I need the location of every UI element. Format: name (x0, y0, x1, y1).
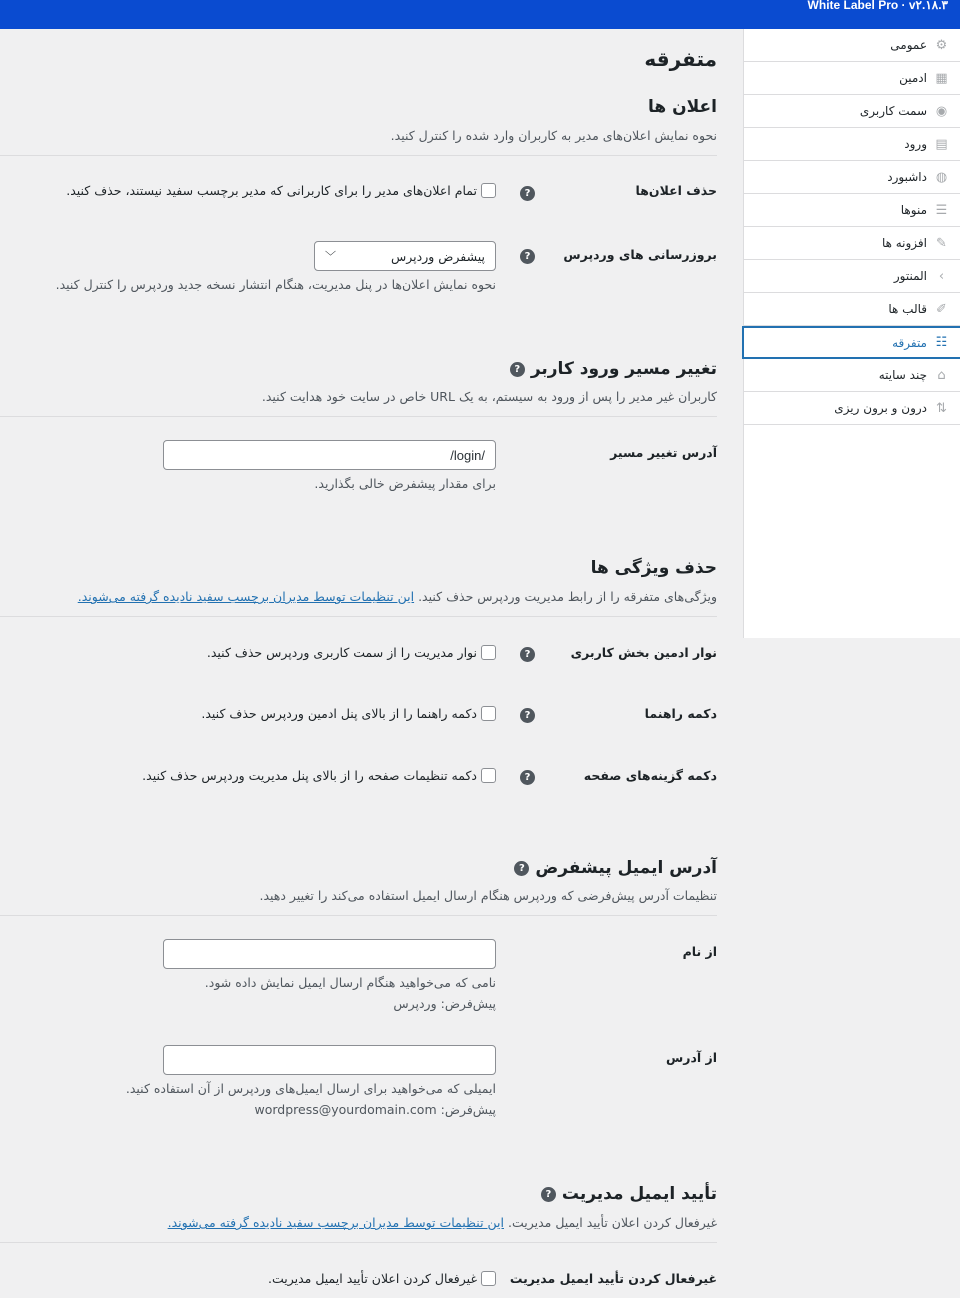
wp-updates-label: بروزرسانی های وردپرس (563, 247, 717, 262)
sidebar-item-themes[interactable] (744, 293, 960, 326)
sidebar-item-label: قالب ها (888, 302, 927, 316)
sidebar-item-label: ادمین (899, 71, 927, 85)
sidebar-item-label: داشبورد (887, 170, 927, 184)
sidebar-item-label: سمت کاربری (859, 104, 927, 118)
dashboard-icon: ◍ (935, 169, 948, 185)
help-icon[interactable]: ? (520, 249, 535, 264)
remove-notices-checkbox-label[interactable]: تمام اعلان‌های مدیر را برای کاربرانی که مدیر برچسب سفید نیستند، حذف کنید. (66, 183, 477, 198)
sidebar-item-label: چند سایته (878, 368, 927, 382)
feature-option (201, 706, 496, 721)
remove-notices-label: حذف اعلان‌ها (635, 183, 717, 198)
divider (0, 155, 717, 156)
feature-checkbox-label[interactable]: نوار مدیریت را از سمت کاربری وردپرس حذف کنید. (206, 645, 477, 660)
remove-notices-option (66, 183, 496, 198)
divider (0, 915, 717, 916)
help-icon[interactable]: ? (520, 770, 535, 785)
divider (0, 1242, 717, 1243)
feature-label: نوار ادمین بخش کاربری (570, 645, 717, 660)
sidebar-item-login[interactable] (744, 128, 960, 161)
plugin-version: White Label Pro · v۲.۱۸.۳ (807, 0, 948, 12)
help-icon[interactable]: ? (520, 186, 535, 201)
admin-email-ignored-link[interactable]: این تنظیمات توسط مدیران برچسب سفید نادیده گرفته می‌شوند. (167, 1215, 504, 1230)
disable-admin-email-checkbox-label[interactable]: غیرفعال کردن اعلان تأیید ایمیل مدیریت. (267, 1271, 477, 1286)
features-section-title: حذف ویژگی ها (590, 558, 717, 578)
help-icon[interactable]: ? (541, 1187, 556, 1202)
from-address-help-text: ایمیلی که می‌خواهید برای ارسال ایمیل‌های وردپرس از آن استفاده کنید. (125, 1081, 496, 1096)
sidebar-item-misc[interactable] (742, 326, 960, 359)
sidebar-item-label: المنتور (893, 269, 927, 283)
feature-checkbox-label[interactable]: دکمه راهنما را از بالای پنل ادمین وردپرس حذف کنید. (201, 706, 477, 721)
network-icon: ⌂ (937, 367, 946, 383)
chevron-down-icon: ﹀ (325, 250, 336, 263)
redirect-url-value: /login/ (450, 447, 485, 463)
plugin-icon: ✎ (936, 235, 947, 251)
sidebar-item-label: عمومی (890, 38, 927, 52)
sidebar-item-label: درون و برون ریزی (834, 401, 927, 415)
help-icon[interactable]: ? (510, 362, 525, 377)
email-section-title: آدرس ایمیل پیشفرض (535, 858, 717, 878)
redirect-section-title: تغییر مسیر ورود کاربر (530, 359, 717, 379)
from-name-help-text: نامی که می‌خواهید هنگام ارسال ایمیل نمایش داده شود. (204, 975, 496, 990)
screen-options-checkbox[interactable] (481, 768, 496, 783)
top-bar (0, 0, 960, 29)
sidebar-item-menus[interactable] (744, 194, 960, 227)
sidebar-item-plugins[interactable] (744, 227, 960, 260)
admin-email-section-header (541, 1184, 717, 1204)
sidebar-item-multisite[interactable] (744, 359, 960, 392)
login-card-icon: ▤ (935, 136, 948, 152)
sidebar-item-elementor[interactable] (744, 260, 960, 293)
menu-lines-icon: ☰ (935, 202, 948, 218)
page-title: متفرقه (644, 47, 717, 71)
help-icon[interactable]: ? (520, 708, 535, 723)
divider (0, 416, 717, 417)
admin-email-section-title: تأیید ایمیل مدیریت (561, 1184, 717, 1204)
disable-admin-email-option (268, 1271, 496, 1286)
sidebar-item-import-export[interactable] (744, 392, 960, 425)
wp-updates-description: نحوه نمایش اعلان‌ها در پنل مدیریت، هنگام انتشار نسخه جدید وردپرس را کنترل کنید. (55, 277, 496, 292)
eye-icon: ◉ (935, 103, 948, 119)
admin-email-section-description (168, 1215, 717, 1230)
redirect-section-header (510, 359, 717, 379)
sidebar-item-dashboard[interactable] (744, 161, 960, 194)
list-icon: ☷ (935, 335, 948, 350)
feature-option (142, 768, 496, 783)
redirect-url-hint: برای مقدار پیشفرض خالی بگذارید. (314, 476, 496, 491)
wp-updates-selected-value: پیشفرض وردپرس (391, 248, 485, 264)
admin-icon: ▦ (935, 70, 948, 86)
sidebar-item-frontend[interactable] (744, 95, 960, 128)
redirect-url-label: آدرس تغییر مسیر (610, 445, 717, 460)
email-section-description: تنظیمات آدرس پیش‌فرضی که وردپرس هنگام ارسال ایمیل استفاده می‌کند را تغییر دهید. (259, 888, 717, 903)
remove-notices-checkbox[interactable] (481, 183, 496, 198)
sidebar-item-label: ورود (904, 137, 927, 151)
feature-option (207, 645, 496, 660)
wp-updates-select[interactable] (314, 241, 496, 271)
redirect-url-input[interactable] (163, 440, 496, 470)
feature-label: دکمه راهنما (644, 706, 717, 721)
features-ignored-link[interactable]: این تنظیمات توسط مدیران برچسب سفید نادیده گرفته می‌شوند. (77, 589, 415, 604)
from-address-label: از آدرس (666, 1050, 717, 1065)
from-name-default: پیش‌فرض: وردپرس (393, 996, 496, 1011)
feature-checkbox-label[interactable]: دکمه تنظیمات صفحه را از بالای پنل مدیریت وردپرس حذف کنید. (142, 768, 477, 783)
admin-email-description-text: غیرفعال کردن اعلان تأیید ایمیل مدیریت. (507, 1215, 717, 1230)
divider (0, 616, 717, 617)
sidebar-item-admin[interactable] (744, 62, 960, 95)
gear-icon: ⚙ (935, 37, 948, 53)
notices-section-title: اعلان ها (648, 97, 717, 117)
import-export-icon: ⇅ (936, 400, 947, 416)
sidebar-item-label: منوها (900, 203, 927, 217)
from-address-description (126, 1078, 496, 1120)
from-name-label: از نام (682, 944, 717, 959)
sidebar-item-general[interactable] (744, 29, 960, 62)
from-address-default: پیش‌فرض: wordpress@yourdomain.com (254, 1102, 496, 1117)
disable-admin-email-checkbox[interactable] (481, 1271, 496, 1286)
help-icon[interactable]: ? (520, 647, 535, 662)
disable-admin-email-label: غیرفعال کردن تأیید ایمیل مدیریت (509, 1271, 717, 1286)
from-name-description (205, 972, 496, 1014)
email-section-header (514, 858, 717, 878)
from-address-input[interactable] (163, 1045, 496, 1075)
help-button-checkbox[interactable] (481, 706, 496, 721)
chevron-icon: › (938, 268, 945, 284)
redirect-section-description: کاربران غیر مدیر را پس از ورود به سیستم، به یک URL خاص در سایت خود هدایت کنید. (261, 389, 717, 404)
sidebar-item-label: افزونه ها (881, 236, 927, 250)
sidebar-item-label: متفرقه (892, 335, 927, 350)
features-section-description (78, 589, 717, 604)
settings-sidebar (743, 29, 960, 638)
brush-icon: ✐ (936, 301, 947, 317)
feature-label: دکمه گزینه‌های صفحه (583, 768, 717, 783)
from-name-input[interactable] (163, 939, 496, 969)
help-icon[interactable]: ? (514, 861, 529, 876)
notices-section-description: نحوه نمایش اعلان‌های مدیر به کاربران وارد شده را کنترل کنید. (390, 128, 717, 143)
features-description-text: ویژگی‌های متفرقه را از رابط مدیریت وردپرس حذف کنید. (418, 589, 717, 604)
frontend-admin-bar-checkbox[interactable] (481, 645, 496, 660)
